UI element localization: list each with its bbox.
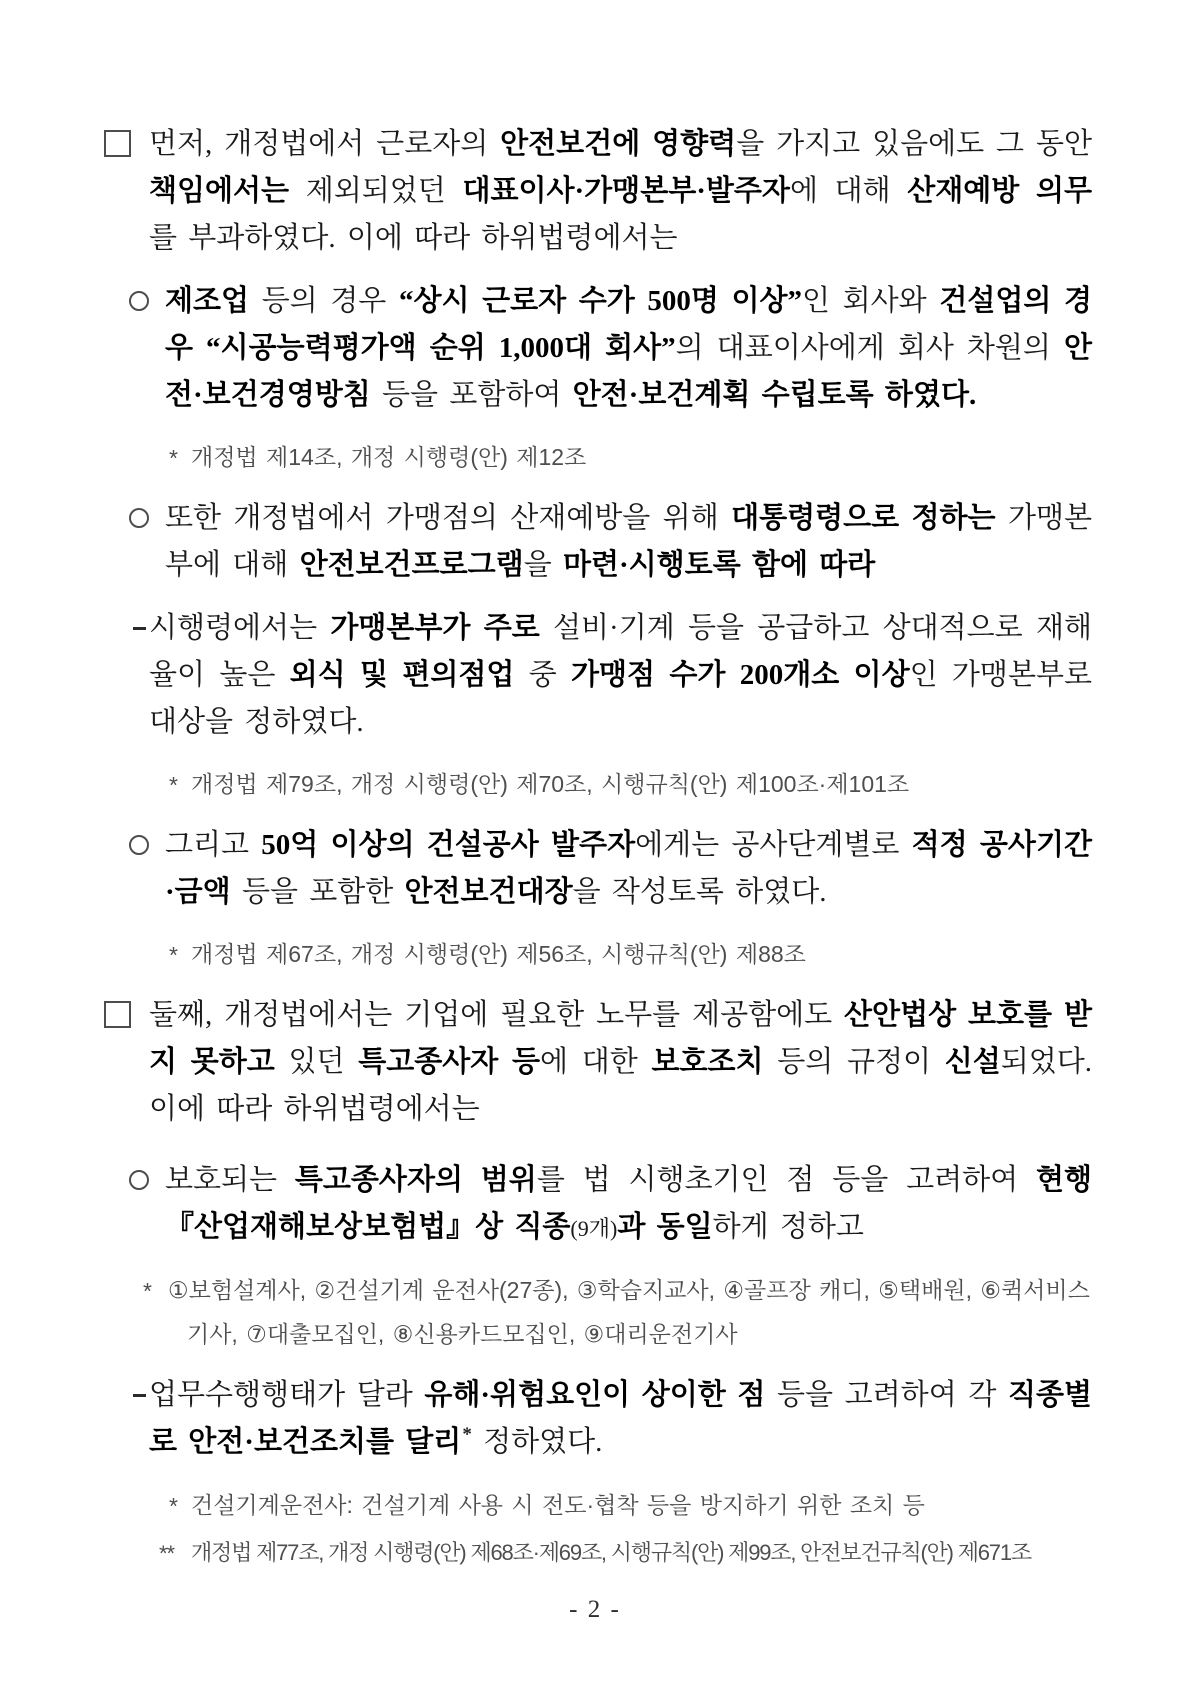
- square-bullet-icon: [104, 130, 131, 157]
- footnote-marker: *: [143, 1278, 152, 1304]
- paragraph-text: 또한 개정법에서 가맹점의 산재예방을 위해 대통령령으로 정하는 가맹본부에 대해 안전보건프로그램을 마련·시행토록 함에 따라: [165, 502, 1092, 581]
- paragraph-1: [103, 121, 1092, 262]
- footnote-text: 개정법 제77조, 개정 시행령(안) 제68조·제69조, 시행규칙(안) 제99조, 안전보건규칙(안) 제671조: [191, 1540, 1031, 1565]
- document-body: [103, 121, 1092, 1591]
- footnote-2: [103, 762, 1092, 806]
- footnote-text: 개정법 제14조, 개정 시행령(안) 제12조: [191, 444, 587, 470]
- page-number: - 2 -: [569, 1596, 621, 1623]
- paragraph-text: 그리고 50억 이상의 건설공사 발주자에게는 공사단계별로 적정 공사기간·금액 등을 포함한 안전보건대장을 작성토록 하였다.: [165, 829, 1092, 908]
- footnote-3: [103, 932, 1092, 976]
- dash-bullet-icon: [133, 1394, 146, 1397]
- footnote-marker: *: [169, 1493, 178, 1519]
- circle-bullet-icon: [129, 291, 149, 311]
- paragraph-text: 먼저, 개정법에서 근로자의 안전보건에 영향력을 가지고 있음에도 그 동안 책임에서는 제외되었던 대표이사·가맹본부·발주자에 대해 산재예방 의무를 부과하였다. 이에 따라 하위법령에서는: [149, 128, 1092, 254]
- square-bullet-icon: [104, 1001, 131, 1028]
- paragraph-8: [103, 1372, 1092, 1469]
- circle-bullet-icon: [129, 1170, 149, 1190]
- footnote-1: [103, 435, 1092, 479]
- footnote-marker: *: [169, 942, 178, 968]
- footnote-5: [103, 1483, 1092, 1527]
- circle-bullet-icon: [129, 835, 149, 855]
- paragraph-text: 업무수행행태가 달라 유해·위험요인이 상이한 점 등을 고려하여 각 직종별로 안전·보건조치를 달리* 정하였다.: [149, 1379, 1092, 1458]
- footnote-4: [103, 1268, 1092, 1356]
- paragraph-2: [103, 278, 1092, 419]
- paragraph-text: 제조업 등의 경우 “상시 근로자 수가 500명 이상”인 회사와 건설업의 경우 “시공능력평가액 순위 1,000대 회사”의 대표이사에게 회사 차원의 안전·보건경영방침 등을 포함하여 안전·보건계획 수립토록 하였다.: [165, 285, 1092, 411]
- paragraph-6: [103, 992, 1092, 1133]
- paragraph-text: 보호되는 특고종사자의 범위를 법 시행초기인 점 등을 고려하여 현행 『산업재해보상보험법』상 직종(9개)과 동일하게 정하고: [165, 1164, 1092, 1243]
- footnote-text: ①보험설계사, ②건설기계 운전사(27종), ③학습지교사, ④골프장 캐디, ⑤택배원, ⑥퀵서비스기사, ⑦대출모집인, ⑧신용카드모집인, ⑨대리운전기사: [168, 1277, 1090, 1347]
- footnote-marker: **: [159, 1541, 175, 1566]
- paragraph-text: 시행령에서는 가맹본부가 주로 설비·기계 등을 공급하고 상대적으로 재해율이 높은 외식 및 편의점업 중 가맹점 수가 200개소 이상인 가맹본부로 대상을 정하였다.: [149, 612, 1092, 738]
- paragraph-5: [103, 822, 1092, 916]
- paragraph-4: [103, 605, 1092, 746]
- footnote-text: 개정법 제79조, 개정 시행령(안) 제70조, 시행규칙(안) 제100조·제101조: [191, 771, 910, 797]
- paragraph-7: [103, 1157, 1092, 1252]
- footnote-marker: *: [169, 772, 178, 798]
- footnote-text: 개정법 제67조, 개정 시행령(안) 제56조, 시행규칙(안) 제88조: [191, 941, 806, 967]
- footnote-6: [103, 1531, 1092, 1575]
- dash-bullet-icon: [133, 627, 146, 630]
- circle-bullet-icon: [129, 508, 149, 528]
- footnote-marker: *: [169, 445, 178, 471]
- paragraph-text: 둘째, 개정법에서는 기업에 필요한 노무를 제공함에도 산안법상 보호를 받지 못하고 있던 특고종사자 등에 대한 보호조치 등의 규정이 신설되었다. 이에 따라 하위법령에서는: [149, 999, 1093, 1125]
- paragraph-3: [103, 495, 1092, 589]
- footnote-text: 건설기계운전사: 건설기계 사용 시 전도·협착 등을 방지하기 위한 조치 등: [191, 1492, 925, 1518]
